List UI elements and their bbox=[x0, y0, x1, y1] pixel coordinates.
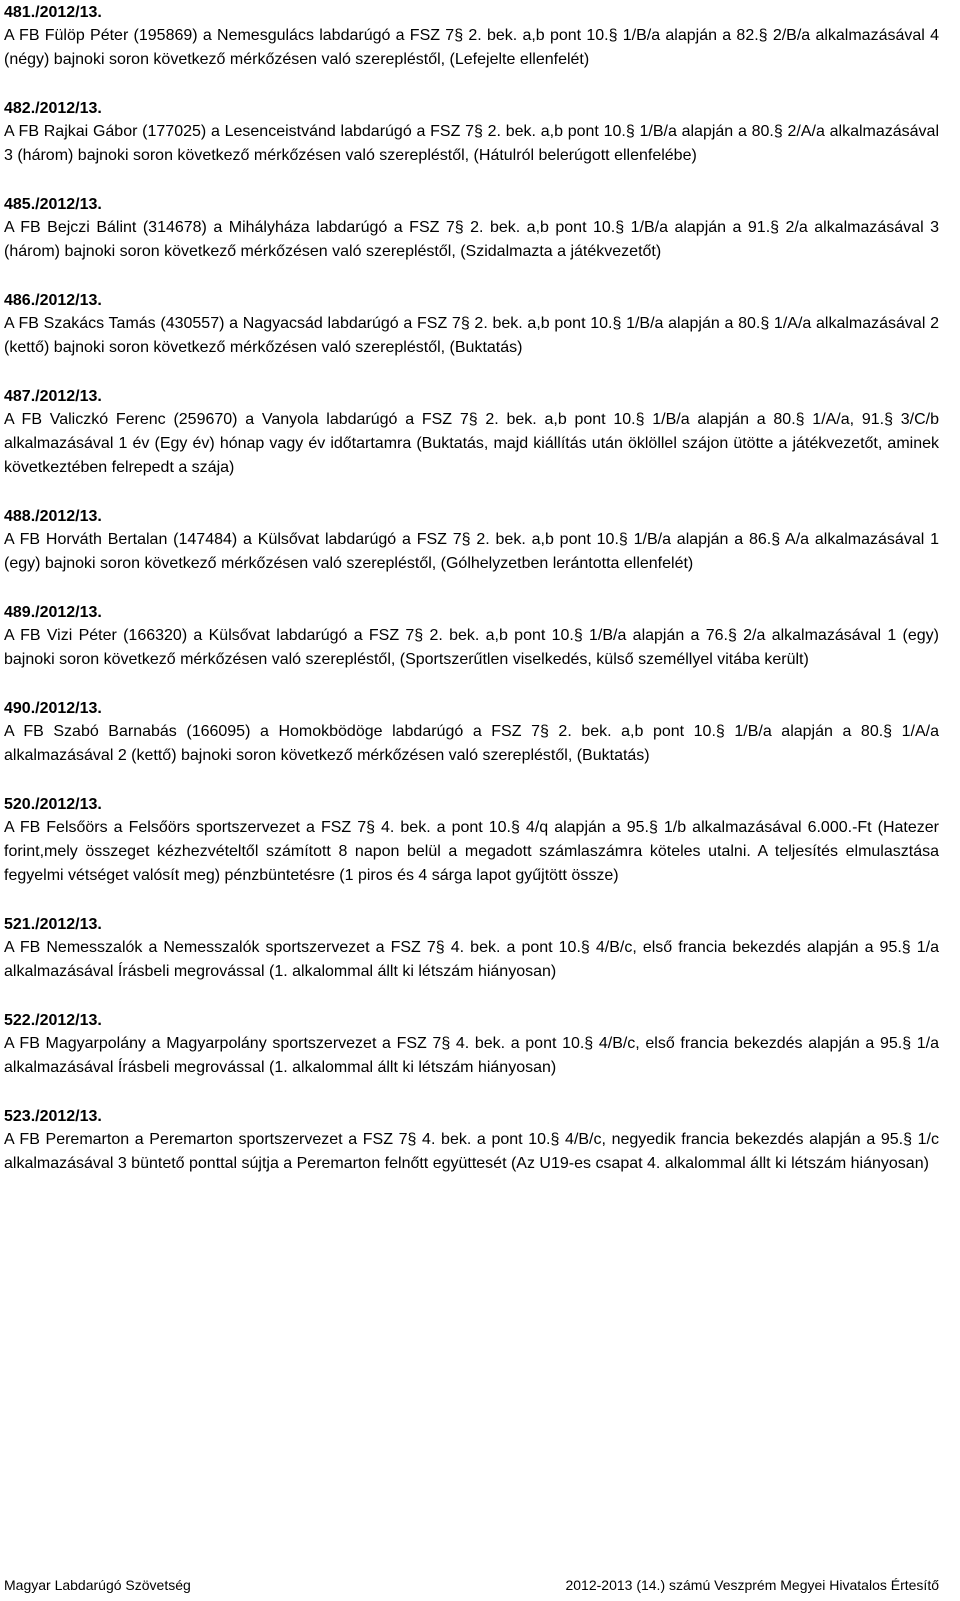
entry-spacer bbox=[4, 480, 939, 504]
entry-heading: 487./2012/13. bbox=[4, 388, 102, 405]
entry-489 bbox=[4, 600, 939, 672]
entry-490 bbox=[4, 696, 939, 768]
footer-publication: 2012-2013 (14.) számú Veszprém Megyei Hivatalos Értesítő bbox=[565, 1577, 939, 1593]
entry-heading: 520./2012/13. bbox=[4, 796, 102, 813]
entry-heading: 490./2012/13. bbox=[4, 700, 102, 717]
entry-heading: 521./2012/13. bbox=[4, 916, 102, 933]
entry-text: A FB Szakács Tamás (430557) a Nagyacsád labdarúgó a FSZ 7§ 2. bek. a,b pont 10.§ 1/B/a alapján a 80.§ 1/A/a alkalmazásával 2 (kettő) bajnoki soron következő mérkőzésen való szerepléstől, (Buktatás) bbox=[4, 315, 939, 356]
entry-text: A FB Rajkai Gábor (177025) a Lesenceistvánd labdarúgó a FSZ 7§ 2. bek. a,b pont 10.§ 1/B/a alapján a 80.§ 2/A/a alkalmazásával 3 (három) bajnoki soron következő mérkőzésen való szerepléstől, (Hátulról belerúgott ellenfelébe) bbox=[4, 123, 939, 164]
entry-heading: 482./2012/13. bbox=[4, 100, 102, 117]
entry-spacer bbox=[4, 984, 939, 1008]
entry-spacer bbox=[4, 360, 939, 384]
entry-spacer bbox=[4, 768, 939, 792]
entry-text: A FB Vizi Péter (166320) a Külsővat labdarúgó a FSZ 7§ 2. bek. a,b pont 10.§ 1/B/a alapján a 76.§ 2/a alkalmazásával 1 (egy) bajnoki soron következő mérkőzésen való szerepléstől, (Sportszerűtlen viselkedés, külső személlyel vitába került) bbox=[4, 627, 939, 668]
entry-text: A FB Magyarpolány a Magyarpolány sportszervezet a FSZ 7§ 4. bek. a pont 10.§ 4/B/c, első francia bekezdés alapján a 95.§ 1/a alkalmazásával Írásbeli megrovással (1. alkalommal állt ki létszám hiányosan) bbox=[4, 1035, 939, 1076]
entry-spacer bbox=[4, 72, 939, 96]
entry-heading: 523./2012/13. bbox=[4, 1108, 102, 1125]
entry-text: A FB Nemesszalók a Nemesszalók sportszervezet a FSZ 7§ 4. bek. a pont 10.§ 4/B/c, első francia bekezdés alapján a 95.§ 1/a alkalmazásával Írásbeli megrovással (1. alkalommal állt ki létszám hiányosan) bbox=[4, 939, 939, 980]
entry-488 bbox=[4, 504, 939, 576]
document-body bbox=[4, 0, 939, 1176]
entry-heading: 522./2012/13. bbox=[4, 1012, 102, 1029]
entry-text: A FB Szabó Barnabás (166095) a Homokbödöge labdarúgó a FSZ 7§ 2. bek. a,b pont 10.§ 1/B/a alapján a 80.§ 1/A/a alkalmazásával 2 (kettő) bajnoki soron következő mérkőzésen való szerepléstől, (Buktatás) bbox=[4, 723, 939, 764]
footer-publisher: Magyar Labdarúgó Szövetség bbox=[4, 1577, 191, 1593]
entry-heading: 486./2012/13. bbox=[4, 292, 102, 309]
entry-text: A FB Valiczkó Ferenc (259670) a Vanyola labdarúgó a FSZ 7§ 2. bek. a,b pont 10.§ 1/B/a alapján a 80.§ 1/A/a, 91.§ 3/C/b alkalmazásával 1 év (Egy év) hónap vagy év időtartamra (Buktatás, majd kiállítás után öklöllel szájon ütötte a játékvezetőt, aminek következtében felrepedt a szája) bbox=[4, 411, 939, 476]
entry-521 bbox=[4, 912, 939, 984]
entry-481 bbox=[4, 0, 939, 72]
entry-520 bbox=[4, 792, 939, 888]
entry-heading: 481./2012/13. bbox=[4, 4, 102, 21]
entry-heading: 488./2012/13. bbox=[4, 508, 102, 525]
entry-text: A FB Felsőörs a Felsőörs sportszervezet a FSZ 7§ 4. bek. a pont 10.§ 4/q alapján a 95.§ 1/b alkalmazásával 6.000.-Ft (Hatezer forint,mely összeget kézhezvételtől számított 8 napon belül a megadott számlaszámra köteles utalni. A teljesítés elmulasztása fegyelmi vétséget valósít meg) pénzbüntetésre (1 piros és 4 sárga lapot gyűjtött össze) bbox=[4, 819, 939, 884]
entry-487 bbox=[4, 384, 939, 480]
page-footer bbox=[4, 1576, 939, 1594]
entry-482 bbox=[4, 96, 939, 168]
entry-text: A FB Bejczi Bálint (314678) a Mihályháza labdarúgó a FSZ 7§ 2. bek. a,b pont 10.§ 1/B/a alapján a 91.§ 2/a alkalmazásával 3 (három) bajnoki soron következő mérkőzésen való szerepléstől, (Szidalmazta a játékvezetőt) bbox=[4, 219, 939, 260]
entry-523 bbox=[4, 1104, 939, 1176]
entry-text: A FB Peremarton a Peremarton sportszervezet a FSZ 7§ 4. bek. a pont 10.§ 4/B/c, negyedik francia bekezdés alapján a 95.§ 1/c alkalmazásával 3 büntető ponttal sújtja a Peremarton felnőtt együttesét (Az U19-es csapat 4. alkalommal állt ki létszám hiányosan) bbox=[4, 1131, 939, 1172]
entry-spacer bbox=[4, 888, 939, 912]
entry-spacer bbox=[4, 264, 939, 288]
entry-spacer bbox=[4, 672, 939, 696]
entry-heading: 485./2012/13. bbox=[4, 196, 102, 213]
entry-spacer bbox=[4, 1080, 939, 1104]
entry-485 bbox=[4, 192, 939, 264]
entry-heading: 489./2012/13. bbox=[4, 604, 102, 621]
entry-486 bbox=[4, 288, 939, 360]
entry-spacer bbox=[4, 168, 939, 192]
entry-522 bbox=[4, 1008, 939, 1080]
entry-spacer bbox=[4, 576, 939, 600]
entry-text: A FB Fülöp Péter (195869) a Nemesgulács labdarúgó a FSZ 7§ 2. bek. a,b pont 10.§ 1/B/a alapján a 82.§ 2/B/a alkalmazásával 4 (négy) bajnoki soron következő mérkőzésen való szerepléstől, (Lefejelte ellenfelét) bbox=[4, 27, 939, 68]
entry-text: A FB Horváth Bertalan (147484) a Külsővat labdarúgó a FSZ 7§ 2. bek. a,b pont 10.§ 1/B/a alapján a 86.§ A/a alkalmazásával 1 (egy) bajnoki soron következő mérkőzésen való szerepléstől, (Gólhelyzetben lerántotta ellenfelét) bbox=[4, 531, 939, 572]
